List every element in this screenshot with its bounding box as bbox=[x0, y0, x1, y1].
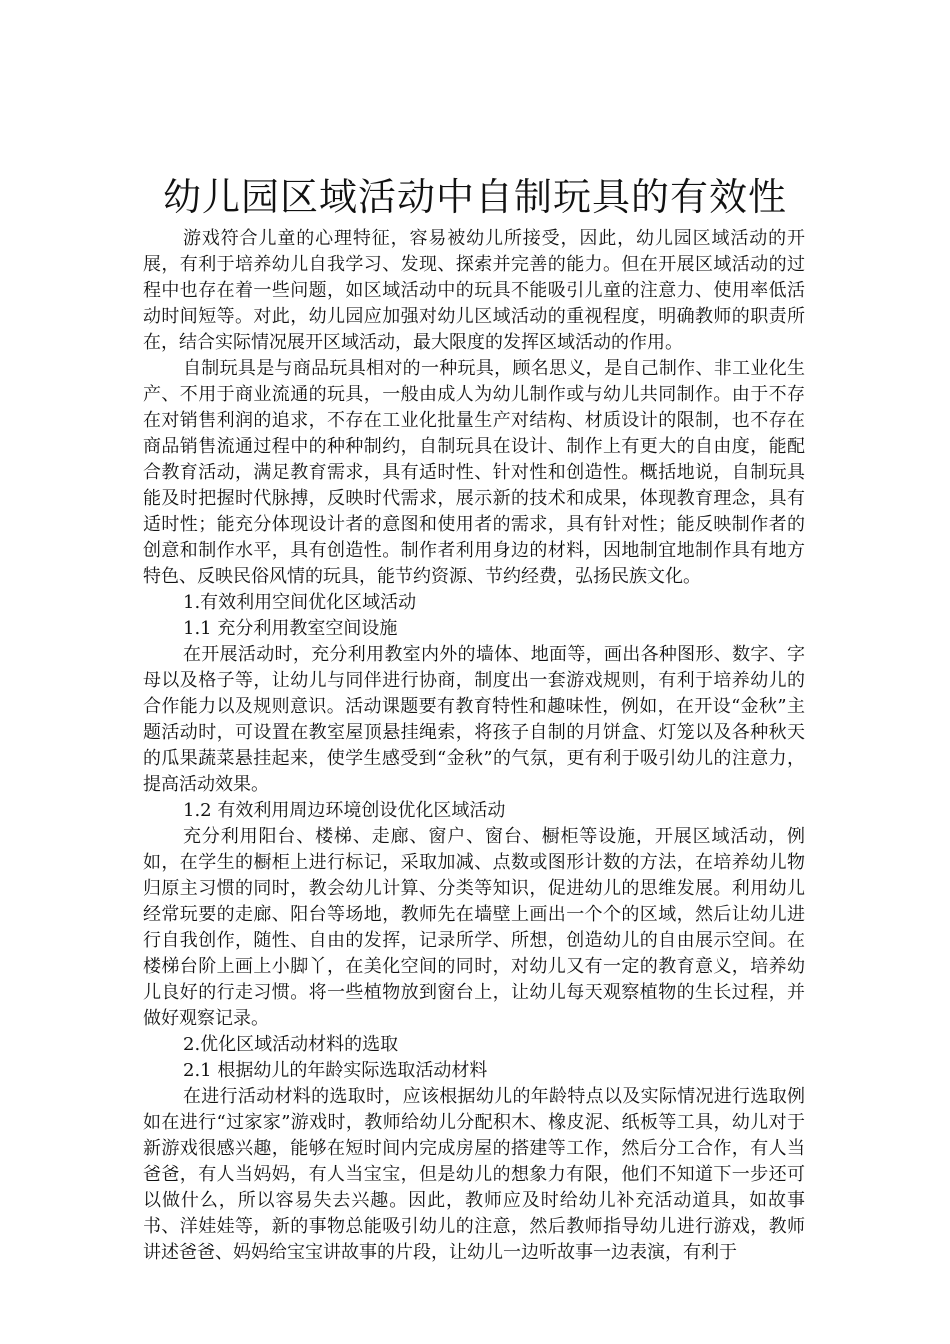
subsection-heading-1-2: 1.2 有效利用周边环境创设优化区域活动 bbox=[183, 800, 506, 821]
section-heading-2: 2.优化区域活动材料的选取 bbox=[183, 1034, 399, 1055]
paragraph-surrounding-environment: 充分利用阳台、楼梯、走廊、窗户、窗台、橱柜等设施，开展区域活动，例如，在学生的橱柜上进行标记，采取加减、点数或图形计数的方法，在培养幼儿物归原主习惯的同时，教会幼儿计算、分类等知识，促进幼儿的思维发展。利用幼儿经常玩要的走廊、阳台等场地，教师先在墙壁上画出一个个的区域，然后让幼儿进行自我创作，随性、自由的发挥，记录所学、所想，创造幼儿的自由展示空间。在楼梯台阶上画上小脚丫，在美化空间的同时，对幼儿又有一定的教育意义，培养幼儿良好的行走习惯。将一些植物放到窗台上，让幼儿每天观察植物的生长过程，并做好观察记录。 bbox=[143, 826, 805, 1029]
paragraph-material-selection: 在进行活动材料的选取时，应该根据幼儿的年龄特点以及实际情况进行选取例如在进行“过家家”游戏时，教师给幼儿分配积木、橡皮泥、纸板等工具，幼儿对于新游戏很感兴趣，能够在短时间内完成房屋的搭建等工作，然后分工合作，有人当爸爸，有人当妈妈，有人当宝宝，但是幼儿的想象力有限，他们不知道下一步还可以做什么，所以容易失去兴趣。因此，教师应及时给幼儿补充活动道具，如故事书、洋娃娃等，新的事物总能吸引幼儿的注意，然后教师指导幼儿进行游戏，教师讲述爸爸、妈妈给宝宝讲故事的片段，让幼儿一边听故事一边表演，有利于 bbox=[143, 1086, 805, 1263]
subsection-heading-1-1: 1.1 充分利用教室空间设施 bbox=[183, 618, 398, 639]
paragraph-intro: 游戏符合儿童的心理特征，容易被幼儿所接受，因此，幼儿园区域活动的开展，有利于培养幼儿自我学习、发现、探索并完善的能力。但在开展区域活动的过程中也存在着一些问题，如区域活动中的玩具不能吸引儿童的注意力、使用率低活动时间短等。对此，幼儿园应加强对幼儿区域活动的重视程度，明确教师的职责所在，结合实际情况展开区域活动，最大限度的发挥区域活动的作用。 bbox=[143, 228, 805, 353]
document-body bbox=[143, 226, 805, 1266]
section-heading-1: 1.有效利用空间优化区域活动 bbox=[183, 592, 417, 613]
document-title: 幼儿园区域活动中自制玩具的有效性 bbox=[162, 175, 787, 219]
subsection-heading-2-1: 2.1 根据幼儿的年龄实际选取活动材料 bbox=[183, 1060, 488, 1081]
paragraph-classroom-space: 在开展活动时，充分利用教室内外的墙体、地面等，画出各种图形、数字、字母以及格子等，让幼儿与同伴进行协商，制度出一套游戏规则，有利于培养幼儿的合作能力以及规则意识。活动课题要有教育特性和趣味性，例如，在开设“金秋”主题活动时，可设置在教室屋顶悬挂绳索，将孩子自制的月饼盒、灯笼以及各种秋天的瓜果蔬菜悬挂起来，使学生感受到“金秋”的气氛，更有利于吸引幼儿的注意力，提高活动效果。 bbox=[143, 644, 805, 795]
paragraph-self-made-toys: 自制玩具是与商品玩具相对的一种玩具，顾名思义，是自己制作、非工业化生产、不用于商业流通的玩具，一般由成人为幼儿制作或与幼儿共同制作。由于不存在对销售利润的追求，不存在工业化批量生产对结构、材质设计的限制，也不存在商品销售流通过程中的种种制约，自制玩具在设计、制作上有更大的自由度，能配合教育活动，满足教育需求，具有适时性、针对性和创造性。概括地说，自制玩具能及时把握时代脉搏，反映时代需求，展示新的技术和成果，体现教育理念，具有适时性；能充分体现设计者的意图和使用者的需求，具有针对性；能反映制作者的创意和制作水平，具有创造性。制作者利用身边的材料，因地制宜地制作具有地方特色、反映民俗风情的玩具，能节约资源、节约经费，弘扬民族文化。 bbox=[143, 358, 805, 587]
